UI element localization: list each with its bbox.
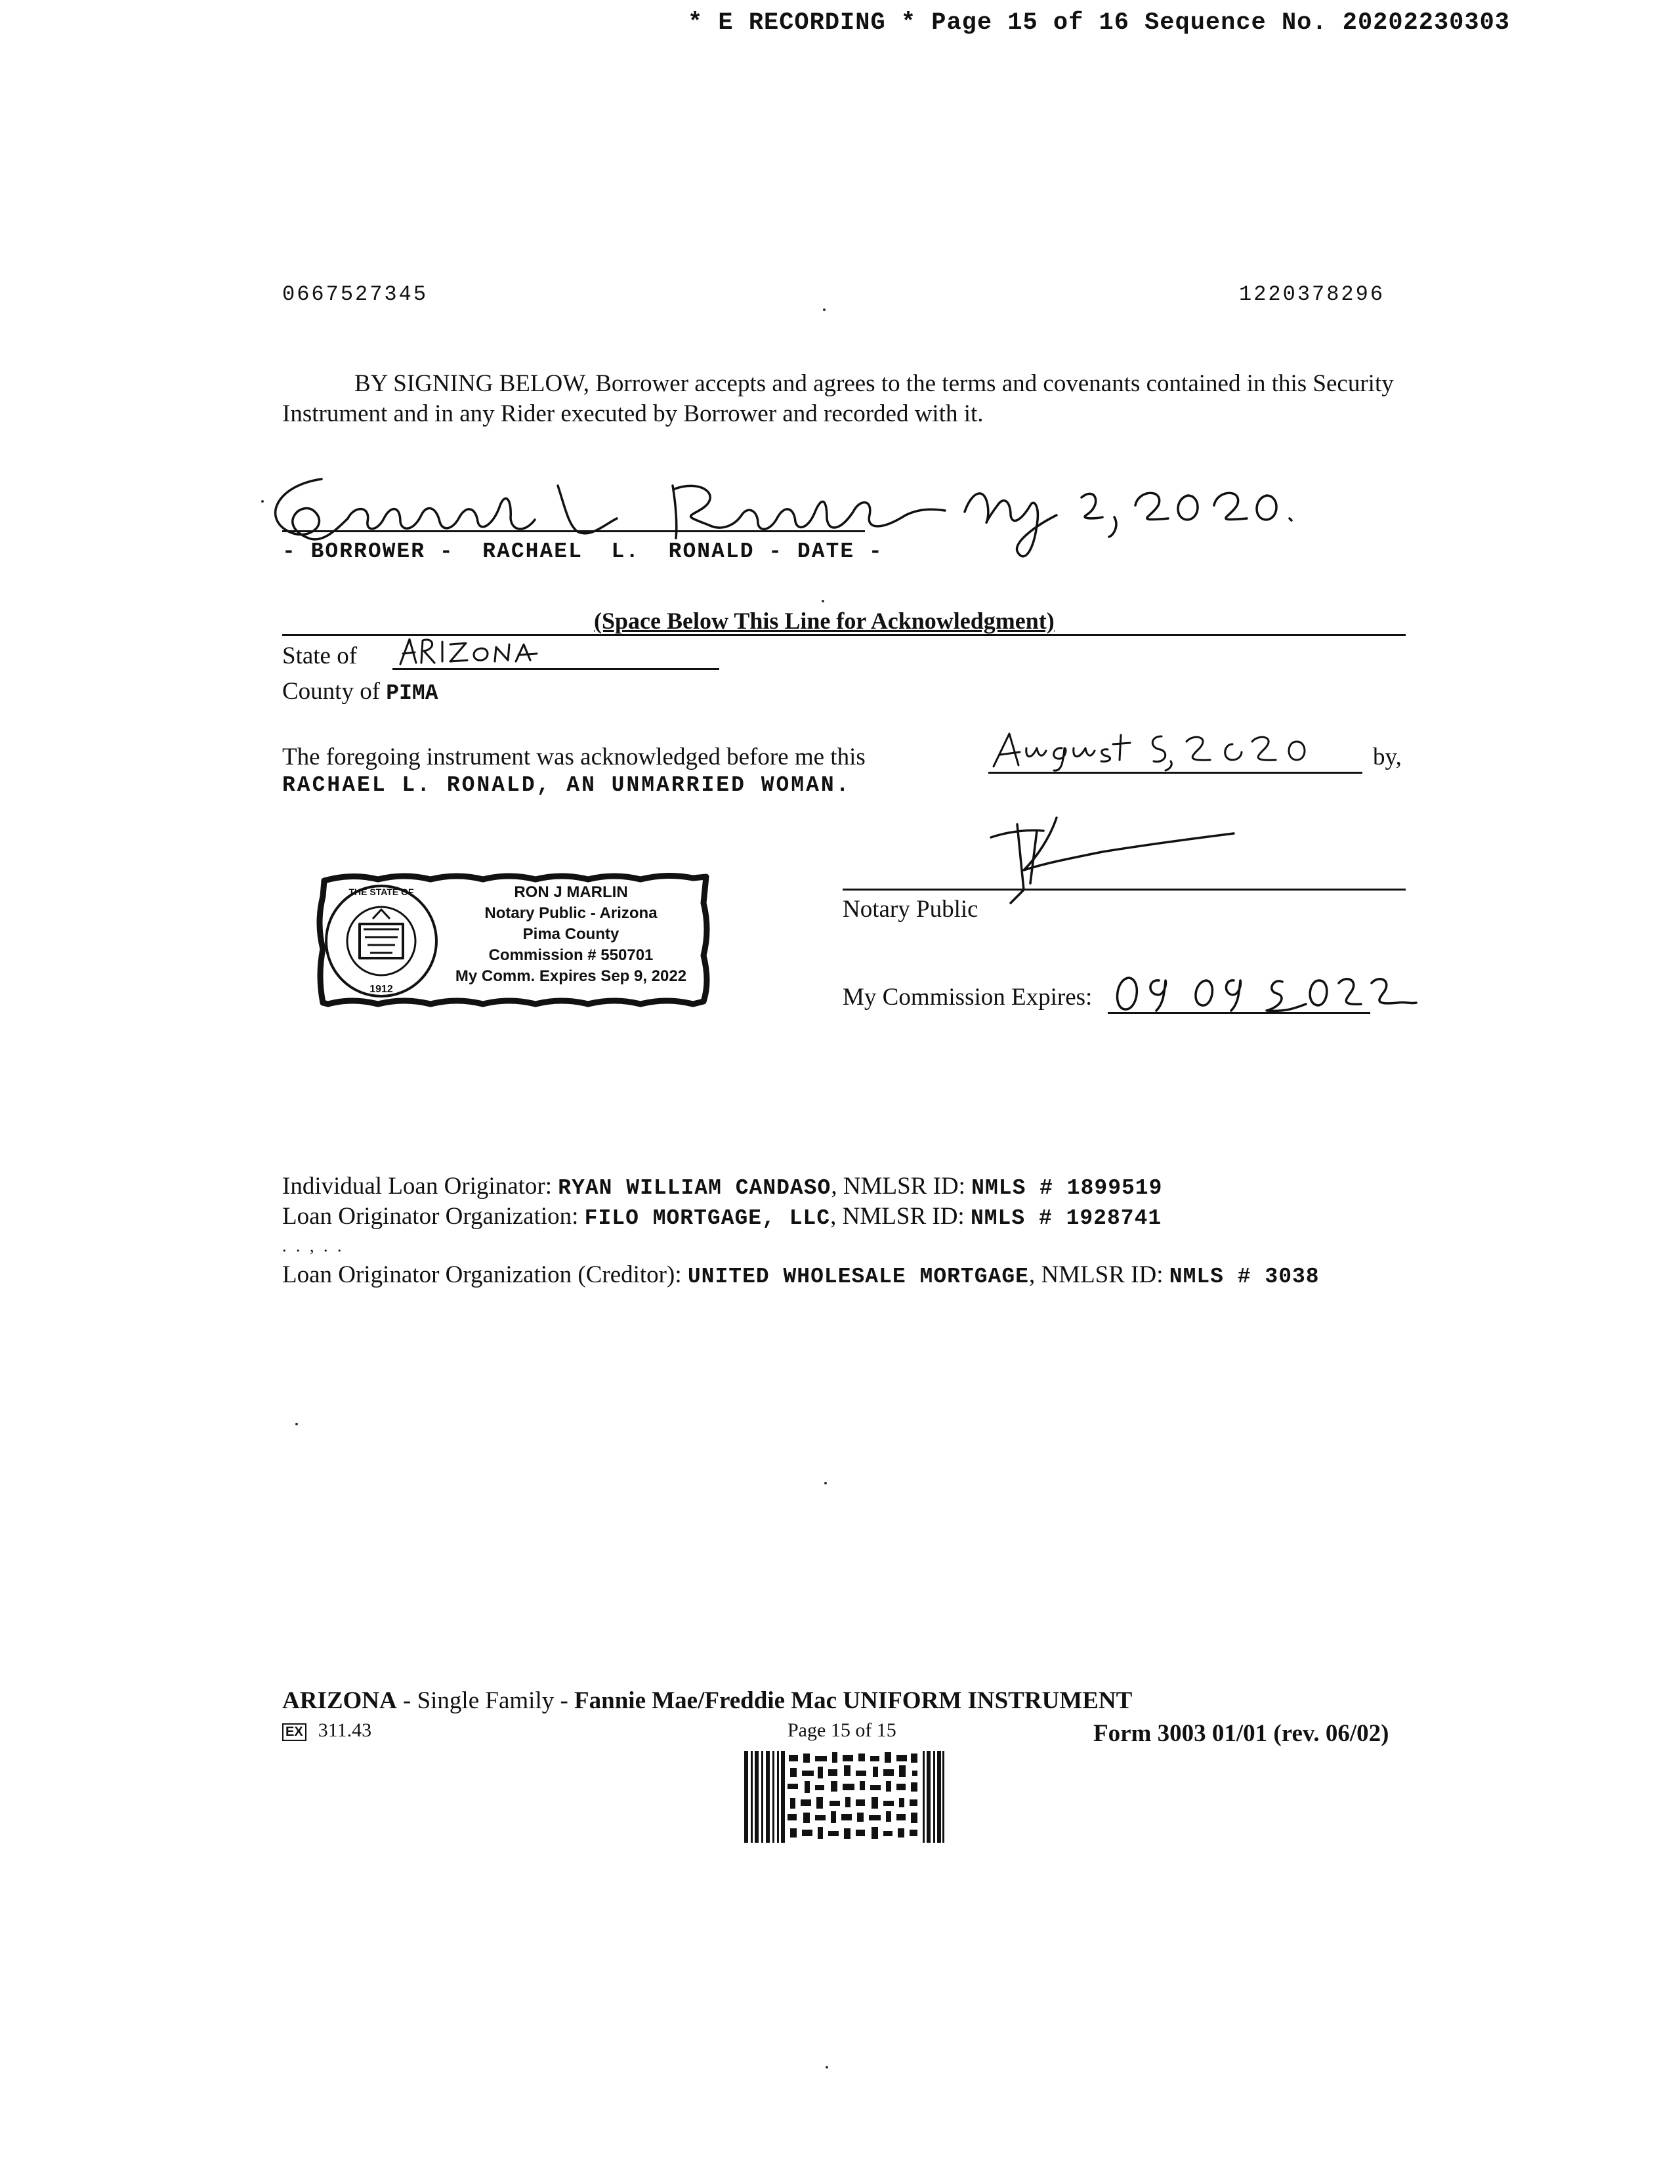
- acknowledgment-divider-caption: (Space Below This Line for Acknowledgment): [594, 608, 1055, 634]
- borrower-signature-caption: - BORROWER - RACHAEL L. RONALD - DATE -: [282, 539, 883, 564]
- loan-originator-organization: [282, 1202, 1162, 1230]
- acknowledgment-date-handwriting: [990, 722, 1357, 774]
- commission-expires-label: My Commission Expires:: [843, 984, 1093, 1011]
- scan-speck: [295, 1423, 298, 1425]
- svg-text:1912: 1912: [369, 984, 393, 995]
- scan-speck: [261, 500, 264, 503]
- notary-stamp-expires: My Comm. Expires Sep 9, 2022: [455, 967, 687, 985]
- commission-date-handwriting: [1109, 965, 1424, 1017]
- county-label: County of: [282, 678, 381, 705]
- individual-originator-name: RYAN WILLIAM CANDASO: [558, 1176, 831, 1200]
- footer-code-number: 311.43: [318, 1719, 372, 1741]
- signing-paragraph-text: BY SIGNING BELOW, Borrower accepts and agrees to the terms and covenants contained in this Security Instrument and in any Rider executed by Borrower and recorded with it.: [282, 370, 1394, 427]
- scan-speck: [824, 1482, 827, 1484]
- state-fill-line: [392, 668, 719, 670]
- footer-separator: - Single Family -: [396, 1687, 575, 1714]
- state-of-row: [282, 642, 357, 670]
- scan-speck: [826, 2066, 828, 2068]
- footer-form-title: [282, 1687, 1132, 1715]
- notary-stamp-text: [433, 882, 709, 987]
- org-originator-label: Loan Originator Organization:: [282, 1203, 579, 1230]
- individual-nmls-id: NMLS # 1899519: [971, 1176, 1163, 1200]
- footer-state: ARIZONA: [282, 1687, 397, 1714]
- individual-nmlsr-label: , NMLSR ID:: [831, 1173, 965, 1200]
- ex-code-icon: EX: [282, 1723, 306, 1741]
- borrower-signature-image: [249, 433, 1326, 591]
- loan-number-right: 1220378296: [1239, 282, 1385, 306]
- org-nmls-id: NMLS # 1928741: [970, 1206, 1162, 1230]
- footer-code: [282, 1719, 371, 1742]
- loan-number-left: 0667527345: [282, 282, 429, 306]
- notary-public-label: Notary Public: [843, 896, 978, 923]
- scan-speck: [823, 308, 826, 311]
- signing-paragraph: [282, 369, 1406, 429]
- notary-stamp-county: Pima County: [522, 925, 620, 943]
- creditor-label: Loan Originator Organization (Creditor):: [282, 1261, 682, 1288]
- notary-stamp-title: Notary Public - Arizona: [484, 904, 658, 922]
- creditor-name: UNITED WHOLESALE MORTGAGE: [687, 1265, 1029, 1289]
- acknowledgment-by-label: by,: [1373, 744, 1402, 770]
- state-handwriting: [394, 630, 564, 669]
- recording-header: * E RECORDING * Page 15 of 16 Sequence No. 20202230303: [688, 9, 1510, 37]
- notary-stamp-commission: Commission # 550701: [488, 946, 654, 964]
- notary-stamp-name: RON J MARLIN: [514, 883, 628, 901]
- creditor-nmlsr-label: , NMLSR ID:: [1028, 1261, 1164, 1288]
- acknowledgment-date-line: [988, 772, 1362, 774]
- footer-instrument: Fannie Mae/Freddie Mac UNIFORM INSTRUMENT: [574, 1687, 1133, 1714]
- scan-speck: [822, 600, 824, 602]
- acknowledgment-statement: The foregoing instrument was acknowledged before me this: [282, 744, 866, 770]
- footer-form-number: Form 3003 01/01 (rev. 06/02): [1093, 1720, 1389, 1747]
- notary-signature-image: [971, 811, 1247, 910]
- loan-originator-creditor: [282, 1260, 1406, 1292]
- borrower-signature-line: [282, 530, 865, 532]
- svg-text:THE STATE OF: THE STATE OF: [348, 887, 414, 897]
- county-row: [282, 677, 438, 705]
- barcode-image: [744, 1751, 945, 1843]
- org-nmlsr-label: , NMLSR ID:: [830, 1203, 965, 1230]
- state-label: State of: [282, 642, 358, 669]
- notary-signature-line: [843, 889, 1406, 891]
- footer-page-number: Page 15 of 15: [788, 1719, 896, 1741]
- org-originator-name: FILO MORTGAGE, LLC: [584, 1206, 831, 1230]
- commission-date-line: [1108, 1012, 1370, 1014]
- individual-loan-originator: [282, 1172, 1162, 1200]
- stray-dots: . . , . .: [282, 1236, 345, 1255]
- acknowledged-party-name: RACHAEL L. RONALD, AN UNMARRIED WOMAN.: [282, 773, 851, 797]
- creditor-nmls-id: NMLS # 3038: [1169, 1265, 1320, 1289]
- county-value: PIMA: [386, 681, 438, 705]
- individual-originator-label: Individual Loan Originator:: [282, 1173, 553, 1200]
